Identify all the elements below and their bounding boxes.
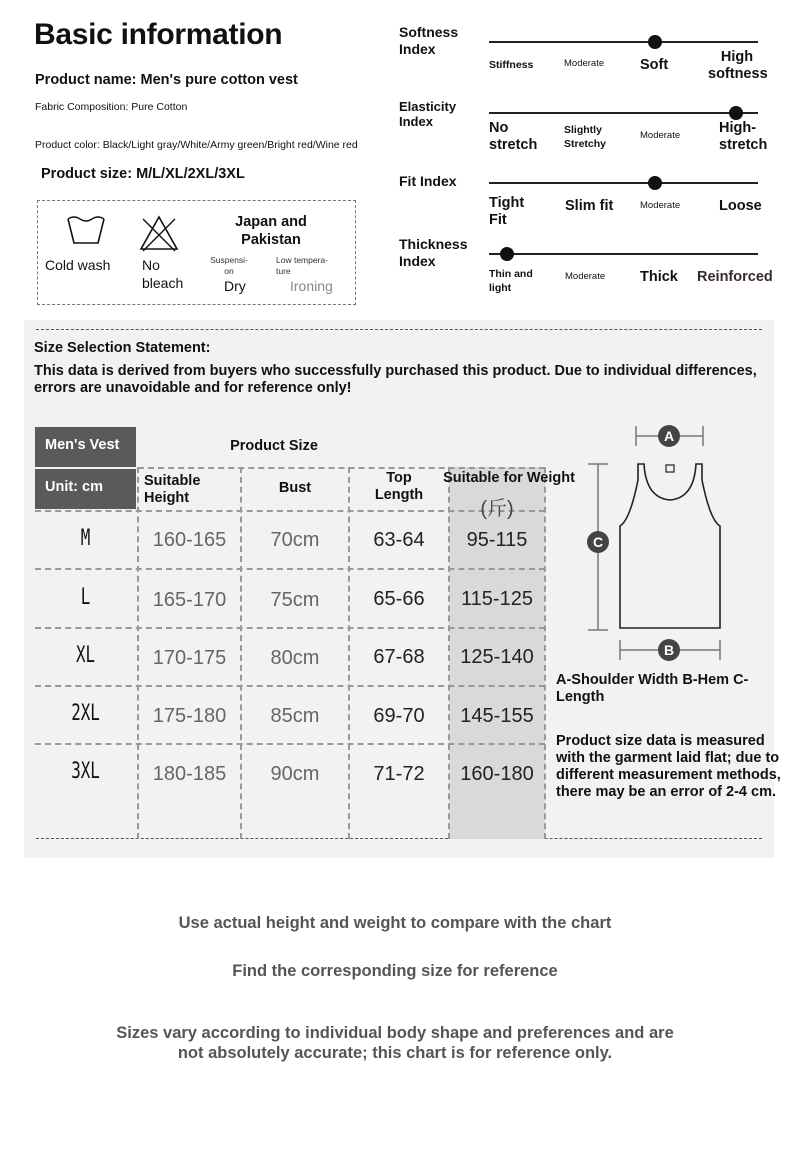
bust-cell: 90cm: [270, 763, 320, 785]
bust-cell: 85cm: [270, 705, 320, 727]
column-header-length: Top Length: [374, 470, 424, 503]
weight-cell: 115-125: [461, 588, 533, 610]
svg-text:B: B: [663, 642, 675, 658]
weight-cell: 95-115: [466, 529, 528, 551]
fit-label-slim-fit: Slim fit: [565, 198, 614, 214]
size-label: M: [80, 526, 91, 551]
weight-cell: 145-155: [460, 705, 534, 727]
hem-marker: [620, 639, 720, 661]
vest-measurement-diagram: [580, 420, 730, 666]
unit-header: Unit: cm: [35, 469, 136, 509]
cold-wash-label: Cold wash: [45, 257, 111, 273]
fit-index-label: Fit Index: [399, 173, 457, 189]
dry-label: Dry: [224, 278, 246, 294]
no-bleach-icon: [139, 215, 179, 253]
cold-wash-icon: [66, 215, 106, 247]
softness-index-label: Softness Index: [399, 24, 459, 57]
size-label: XL: [75, 643, 96, 668]
shoulder-width-marker: [636, 425, 703, 447]
fit-indicator-dot: [648, 176, 662, 190]
panel-top-divider: [36, 329, 762, 330]
product-size-header: Product Size: [230, 438, 318, 454]
table-hline: [35, 568, 545, 570]
vest-label-tag: [666, 465, 674, 472]
fabric-composition: Fabric Composition: Pure Cotton: [35, 101, 188, 113]
length-cell: 67-68: [373, 646, 425, 668]
fit-label-loose: Loose: [719, 198, 762, 214]
length-cell: 63-64: [373, 529, 425, 551]
size-label: 2XL: [71, 701, 100, 726]
svg-text:A: A: [663, 428, 675, 444]
thickness-label-thin-light: Thin and light: [489, 268, 533, 294]
column-header-height: Suitable Height: [144, 473, 201, 506]
origin-label: Japan and Pakistan: [235, 214, 307, 248]
panel-bottom-divider: [36, 838, 762, 839]
product-color: Product color: Black/Light gray/White/Army green/Bright red/Wine red: [35, 139, 358, 151]
weight-cell: 160-180: [460, 763, 534, 785]
softness-label-soft: Soft: [640, 57, 669, 73]
elasticity-label-no-stretch: No stretch: [489, 120, 538, 153]
table-hline: [35, 685, 545, 687]
column-header-weight: Suitable for Weight: [443, 470, 575, 486]
bust-cell: 80cm: [270, 647, 320, 669]
thickness-scale-line: [489, 253, 758, 255]
table-hline: [138, 467, 545, 469]
bust-cell: 70cm: [270, 529, 320, 551]
column-header-weight-unit: (斤): [480, 498, 514, 520]
height-cell: 165-170: [152, 589, 227, 611]
softness-label-stiffness: Stiffness: [489, 59, 534, 71]
length-marker: [587, 464, 609, 630]
dry-hint: Suspensi- on: [210, 255, 248, 276]
elasticity-index-label: Elasticity Index: [399, 99, 457, 129]
height-cell: 175-180: [152, 705, 227, 727]
thickness-label-thick: Thick: [640, 269, 678, 285]
footer-note-3: Sizes vary according to individual body shape and preferences and are not absolutely accurate; this chart is for reference only.: [116, 1024, 674, 1062]
length-cell: 65-66: [373, 588, 425, 610]
softness-label-moderate: Moderate: [564, 58, 605, 69]
size-label: L: [80, 585, 91, 610]
elasticity-label-slightly-stretchy: Slightly Stretchy: [564, 124, 607, 150]
column-header-bust: Bust: [278, 480, 312, 496]
elasticity-scale-line: [489, 112, 758, 114]
size-statement-heading: Size Selection Statement:: [34, 340, 211, 356]
table-hline: [35, 627, 545, 629]
weight-cell: 125-140: [460, 646, 534, 668]
no-bleach-label: No bleach: [142, 257, 184, 291]
product-size: Product size: M/L/XL/2XL/3XL: [41, 166, 245, 182]
care-instructions-box: [37, 200, 356, 305]
footer-note-2: Find the corresponding size for reference: [232, 962, 558, 980]
elasticity-indicator-dot: [729, 106, 743, 120]
product-name: Product name: Men's pure cotton vest: [35, 72, 298, 88]
measurement-note: Product size data is measured with the garment laid flat; due to different measurement methods, there may be an error of 2-4 cm.: [556, 733, 781, 800]
length-cell: 69-70: [373, 705, 425, 727]
page-title: Basic information: [34, 18, 283, 51]
softness-scale-line: [489, 41, 758, 43]
thickness-label-reinforced: Reinforced: [697, 269, 773, 285]
length-cell: 71-72: [373, 763, 425, 785]
height-cell: 180-185: [152, 763, 227, 785]
footer-note-1: Use actual height and weight to compare with the chart: [178, 914, 612, 932]
ironing-label: Ironing: [290, 278, 333, 294]
thickness-label-moderate: Moderate: [565, 271, 606, 282]
vest-outline: [620, 464, 720, 628]
thickness-indicator-dot: [500, 247, 514, 261]
svg-text:C: C: [592, 534, 604, 550]
softness-indicator-dot: [648, 35, 662, 49]
ironing-hint: Low tempera- ture: [276, 255, 328, 276]
fit-label-moderate: Moderate: [640, 200, 681, 211]
elasticity-label-high-stretch: High- stretch: [719, 120, 768, 153]
height-cell: 160-165: [152, 529, 227, 551]
softness-label-high: High softness: [708, 49, 768, 82]
bust-cell: 75cm: [270, 589, 320, 611]
thickness-index-label: Thickness Index: [399, 236, 468, 269]
fit-label-tight-fit: Tight Fit: [489, 195, 525, 228]
table-hline: [35, 743, 545, 745]
size-label: 3XL: [71, 759, 100, 784]
fit-scale-line: [489, 182, 758, 184]
mens-vest-header: Men's Vest: [35, 427, 136, 467]
elasticity-label-moderate: Moderate: [640, 130, 681, 141]
size-statement-text: This data is derived from buyers who successfully purchased this product. Due to individual differences, errors are unavoidable and for reference only!: [34, 363, 757, 396]
height-cell: 170-175: [152, 647, 227, 669]
measurement-legend: A-Shoulder Width B-Hem C-Length: [556, 672, 749, 705]
